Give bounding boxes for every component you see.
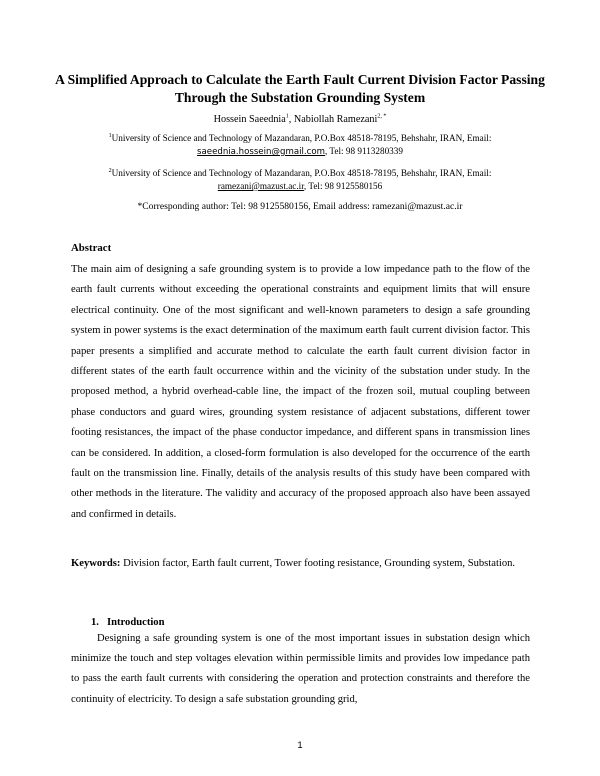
- author-name: Nabiollah Ramezani: [293, 114, 378, 125]
- keywords: [71, 556, 530, 572]
- affiliation-text: University of Science and Technology of Mazandaran, P.O.Box 48518-78195, Behshahr, IRAN, Email:: [111, 168, 492, 178]
- keywords-label: Keywords:: [71, 558, 121, 569]
- affiliation-marker: 2: [108, 167, 112, 174]
- section-heading: [91, 617, 165, 628]
- email-link[interactable]: ramezani@mazust.ac.ir: [217, 181, 304, 191]
- corresponding-author: *Corresponding author: Tel: 98 9125580156, Email address: ramezani@mazust.ac.ir: [137, 201, 463, 212]
- abstract-heading: Abstract: [71, 242, 112, 254]
- email-link[interactable]: saeednia.hossein@gmail.com: [197, 147, 325, 157]
- affiliation-marker: 1: [108, 132, 112, 139]
- abstract-body: The main aim of designing a safe grounding system is to provide a low impedance path to the flow of the earth fault currents without exceeding the operational constraints and equipment limits that will ensure electrical continuity. One of the most significant and well-known parameters to design a safe grounding system in power systems is the exact determination of the maximum earth fault current division factor. This paper presents a simplified and accurate method to calculate the earth fault current division factor in different states of the earth fault occurrence within and the vicinity of the substation under study. In the proposed method, a hybrid overhead-cable line, the impact of the frozen soil, mutual coupling between phase conductors and guard wires, grounding system resistance of adjacent substations, different tower footing resistances, the impact of the phase conductor impedance, and different spans in transmission lines can be considered. In addition, a closed-form formulation is also developed for the occurrence of the earth fault on the transmission line. Finally, details of the analysis results of this study have been compared with other methods in the literature. The validity and accuracy of the proposed approach also have been assayed and confirmed in details.: [71, 264, 530, 520]
- keywords-text: Division factor, Earth fault current, Tower footing resistance, Grounding system, Substation.: [120, 558, 516, 569]
- paper-title: A Simplified Approach to Calculate the Earth Fault Current Division Factor Passing Through the Substation Grounding System: [55, 72, 545, 105]
- author-name: Hossein Saeednia: [213, 114, 286, 125]
- introduction-body: Designing a safe grounding system is one of the most important issues in substation design which minimize the touch and step voltages elevation within permissible limits and provides low impedance path to pass the earth fault currents with considering the operation and protection constraints and therefore the continuity of electricity. To design a safe substation grounding grid,: [71, 633, 530, 705]
- author-separator: ,: [288, 114, 294, 125]
- affiliation-2: [70, 167, 530, 193]
- page-number: 1: [297, 740, 303, 751]
- section-number: 1.: [91, 617, 99, 628]
- author-list: [40, 113, 560, 126]
- affiliation-text: University of Science and Technology of Mazandaran, P.O.Box 48518-78195, Behshahr, IRAN, Email:: [111, 133, 492, 143]
- section-title: Introduction: [107, 617, 165, 628]
- affiliation-tel: , Tel: 98 9125580156: [303, 181, 383, 191]
- affiliation-marker: 1: [285, 113, 289, 120]
- affiliation-tel: , Tel: 98 9113280339: [324, 146, 403, 156]
- affiliation-1: [70, 132, 530, 159]
- affiliation-marker: 2, *: [377, 113, 387, 120]
